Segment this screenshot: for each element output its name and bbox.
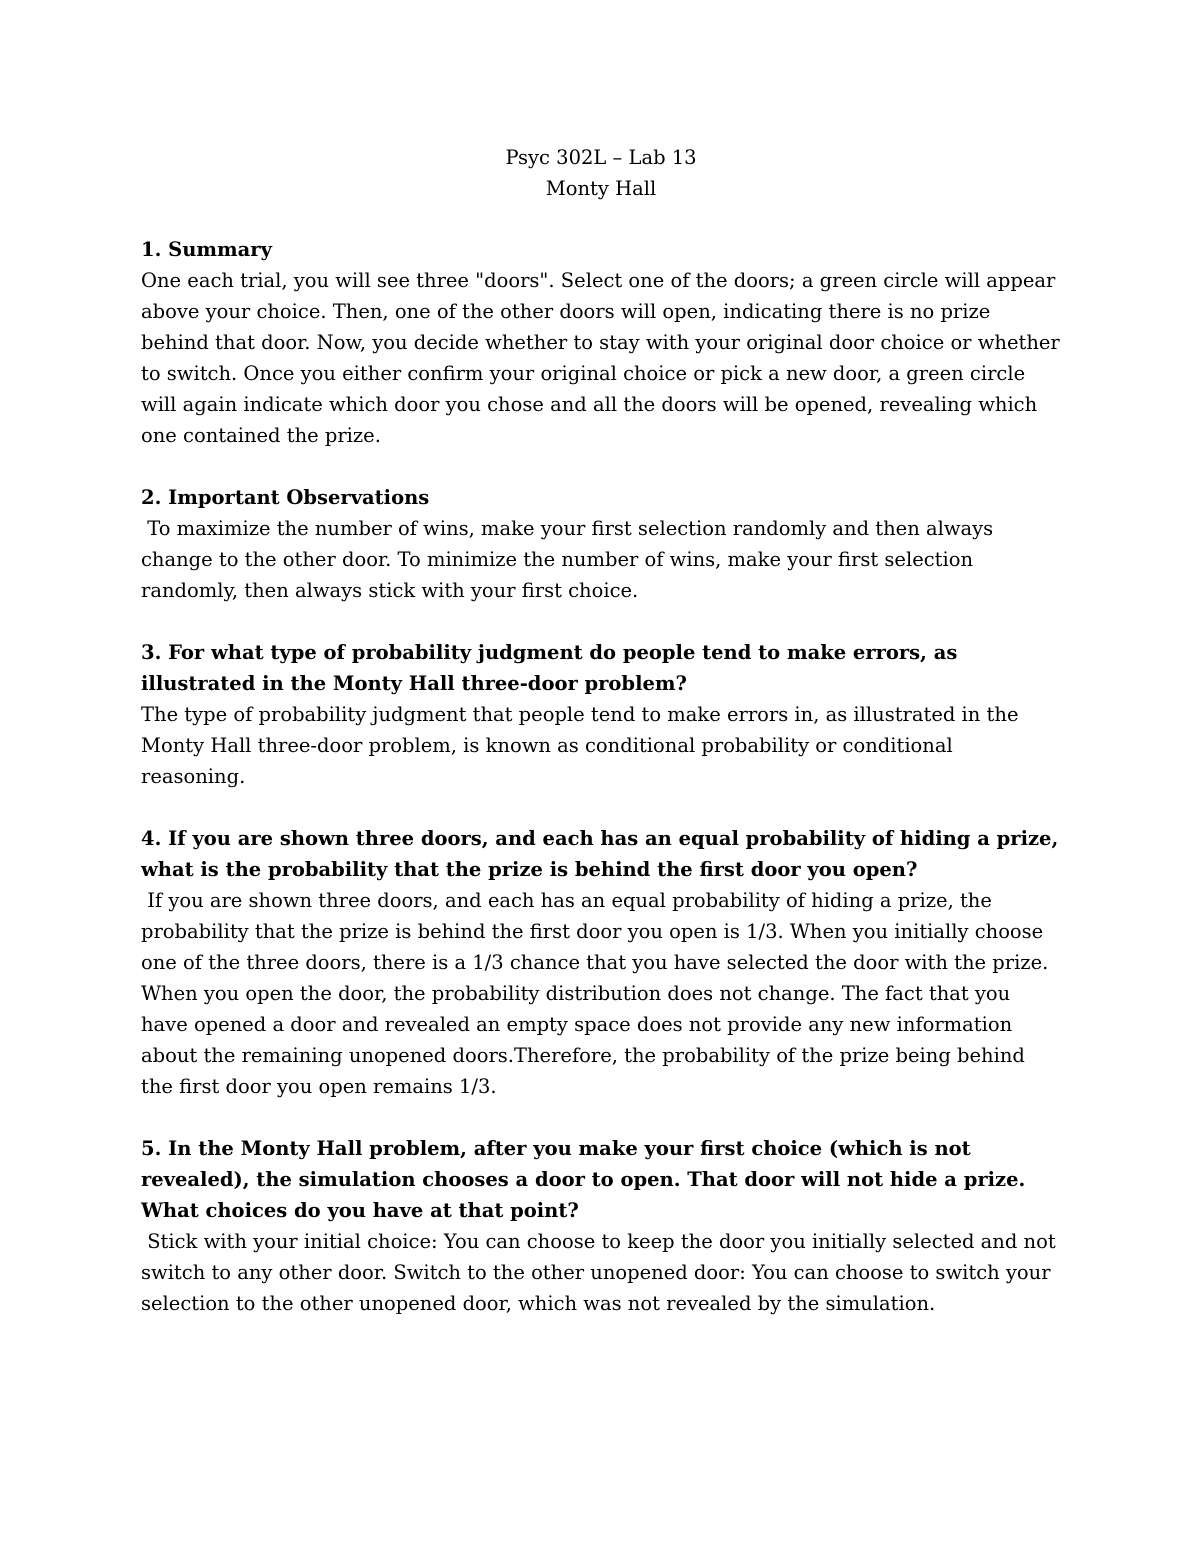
section-body: One each trial, you will see three "doors". Select one of the doors; a green circle will appear above your choice. Then, one of the other doors will open, indicating there is no prize behind that door. Now, you decide whether to stay with your original door choice or whether to switch. Once you either confirm your original choice or pick a new door, a green circle will again indicate which door you chose and all the doors will be opened, revealing which one contained the prize. [141,269,1066,447]
section-question-4 [141,823,1061,1102]
section-heading: 2. Important Observations [141,486,430,509]
document-title-block [141,142,1061,204]
section-question-3 [141,637,1061,792]
answer-text: If you are shown three doors, and each has an equal probability of hiding a prize, the probability that the prize is behind the first door you open is 1/3. When you initially choose one of the three doors, there is a 1/3 chance that you have selected the door with the prize. When you open the door, the probability distribution does not change. The fact that you have opened a door and revealed an empty space does not provide any new information about the remaining unopened doors.Therefore, the probability of the prize being behind the first door you open remains 1/3. [141,889,1055,1098]
question-heading: 4. If you are shown three doors, and each has an equal probability of hiding a prize, what is the probability that the prize is behind the first door you open? [141,827,1059,881]
question-heading: 3. For what type of probability judgment do people tend to make errors, as illustrated in the Monty Hall three-door problem? [141,641,958,695]
section-body: To maximize the number of wins, make your first selection randomly and then always change to the other door. To minimize the number of wins, make your first selection randomly, then always stick with your first choice. [141,517,1000,602]
answer-text: Stick with your initial choice: You can choose to keep the door you initially selected and not switch to any other door. Switch to the other unopened door: You can choose to switch your selection to the other unopened door, which was not revealed by the simulation. [141,1230,1062,1315]
section-heading: 1. Summary [141,238,272,261]
section-question-5 [141,1133,1061,1319]
document-subtitle: Monty Hall [545,177,657,200]
answer-text: The type of probability judgment that people tend to make errors in, as illustrated in the Monty Hall three-door problem, is known as conditional probability or conditional reasoning. [141,703,1025,788]
question-heading: 5. In the Monty Hall problem, after you make your first choice (which is not revealed), the simulation chooses a door to open. That door will not hide a prize. What choices do you have at that point? [141,1137,1026,1222]
document-title: Psyc 302L – Lab 13 [505,146,697,169]
document-page [141,142,1066,1350]
section-summary [141,234,1066,451]
section-important-observations [141,482,1061,606]
